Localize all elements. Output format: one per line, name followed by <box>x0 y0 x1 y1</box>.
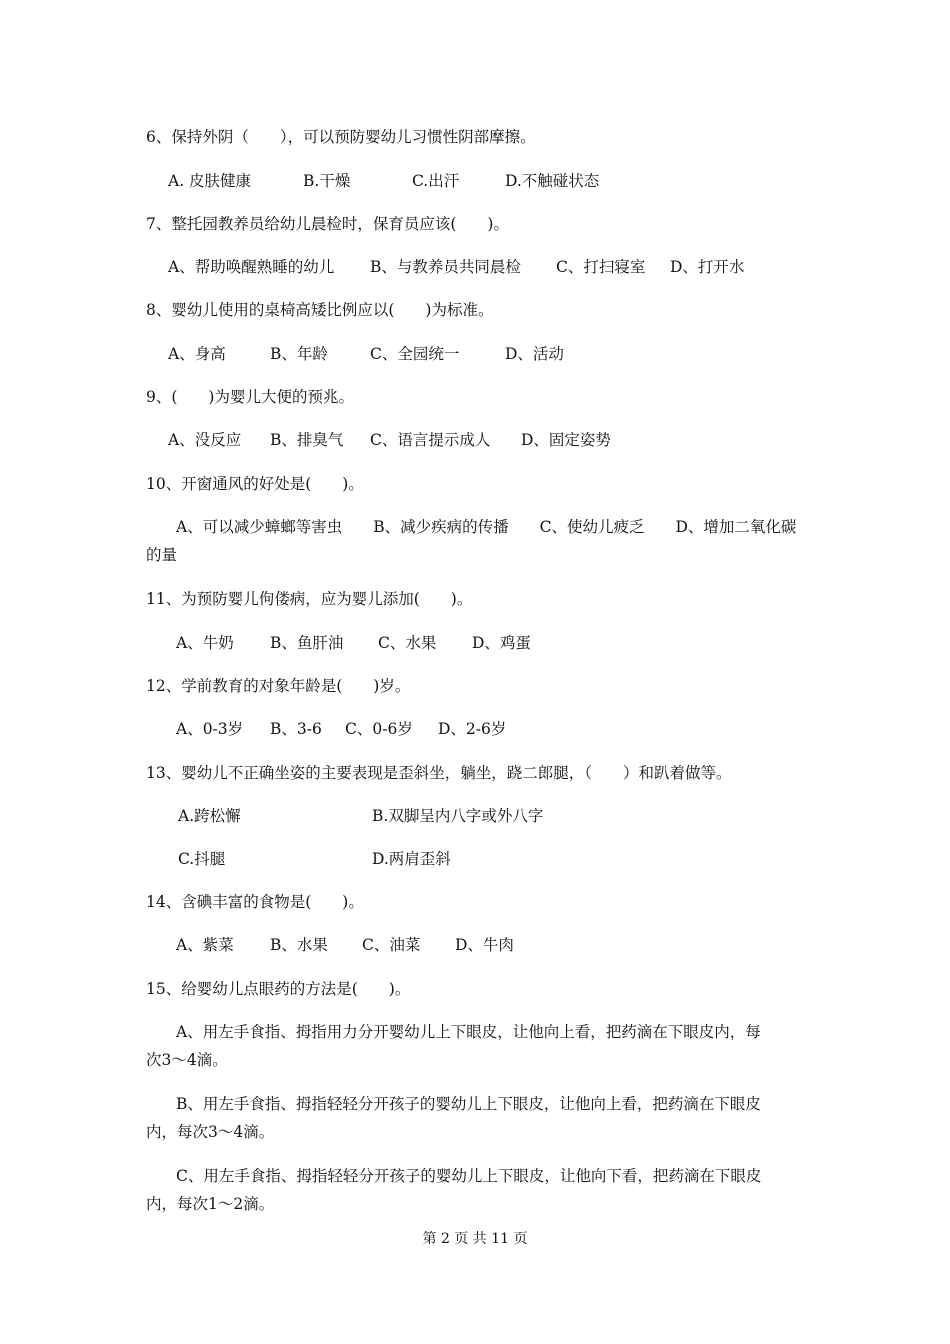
question-12-option-d: D、2-6岁 <box>438 720 507 738</box>
question-6-option-b: B.干燥 <box>303 172 351 190</box>
question-8-stem: 8、婴幼儿使用的桌椅高矮比例应以( )为标准。 <box>146 301 494 319</box>
question-13-option-d: D.两肩歪斜 <box>372 850 451 868</box>
question-15-option-a-line2: 次3～4滴。 <box>146 1051 228 1069</box>
question-7-option-d: D、打开水 <box>670 258 745 276</box>
question-14-option-b: B、水果 <box>270 936 328 954</box>
question-9-option-d: D、固定姿势 <box>521 431 611 449</box>
question-14-stem: 14、含碘丰富的食物是( )。 <box>146 893 364 911</box>
question-15-option-b-line2: 内，每次3～4滴。 <box>146 1123 275 1141</box>
question-8-option-d: D、活动 <box>505 345 564 363</box>
question-11-option-d: D、鸡蛋 <box>472 634 531 652</box>
question-9-option-b: B、排臭气 <box>270 431 344 449</box>
question-8-option-b: B、年龄 <box>270 345 328 363</box>
question-15-option-c-line1: C、用左手食指、拇指轻轻分开孩子的婴幼儿上下眼皮，让他向下看，把药滴在下眼皮 <box>176 1167 762 1185</box>
question-15-stem: 15、给婴幼儿点眼药的方法是( )。 <box>146 980 411 998</box>
question-7-option-c: C、打扫寝室 <box>556 258 646 276</box>
question-14-option-a: A、紫菜 <box>176 936 234 954</box>
question-10-stem: 10、开窗通风的好处是( )。 <box>146 475 364 493</box>
question-13-option-a: A.跨松懈 <box>178 807 241 825</box>
question-15-option-b-line1: B、用左手食指、拇指轻轻分开孩子的婴幼儿上下眼皮，让他向上看，把药滴在下眼皮 <box>176 1095 761 1113</box>
question-11-option-a: A、牛奶 <box>176 634 234 652</box>
question-6-option-c: C.出汗 <box>412 172 460 190</box>
question-7-option-b: B、与教养员共同晨检 <box>370 258 521 276</box>
question-9-option-a: A、没反应 <box>168 431 242 449</box>
question-6-option-d: D.不触碰状态 <box>505 172 600 190</box>
question-12-option-b: B、3-6 <box>270 720 322 738</box>
question-13-option-b: B.双脚呈内八字或外八字 <box>372 807 544 825</box>
question-15-option-c-line2: 内，每次1～2滴。 <box>146 1195 275 1213</box>
question-12-option-c: C、0-6岁 <box>345 720 413 738</box>
question-12-option-a: A、0-3岁 <box>176 720 244 738</box>
question-7-option-a: A、帮助唤醒熟睡的幼儿 <box>168 258 335 276</box>
page-footer: 第 2 页 共 11 页 <box>422 1231 528 1247</box>
question-8-option-c: C、全园统一 <box>370 345 460 363</box>
question-13-stem: 13、婴幼儿不正确坐姿的主要表现是歪斜坐，躺坐，跷二郎腿，（ ）和趴着做等。 <box>146 764 732 782</box>
question-11-option-c: C、水果 <box>378 634 437 652</box>
question-10-options-line2: 的量 <box>146 546 178 564</box>
question-9-stem: 9、( )为婴儿大便的预兆。 <box>146 388 354 406</box>
question-13-option-c: C.抖腿 <box>178 850 226 868</box>
question-7-stem: 7、整托园教养员给幼儿晨检时，保育员应该( )。 <box>146 215 509 233</box>
question-6-stem: 6、保持外阴（ ），可以预防婴幼儿习惯性阴部摩擦。 <box>146 128 536 146</box>
question-12-stem: 12、学前教育的对象年龄是( )岁。 <box>146 677 411 695</box>
question-9-option-c: C、语言提示成人 <box>370 431 491 449</box>
question-15-option-a-line1: A、用左手食指、拇指用力分开婴幼儿上下眼皮，让他向上看，把药滴在下眼皮内，每 <box>176 1023 761 1041</box>
question-6-option-a: A. 皮肤健康 <box>168 172 252 190</box>
question-8-option-a: A、身高 <box>168 345 226 363</box>
question-10-options-line1: A、可以减少蟑螂等害虫 B、减少疾病的传播 C、使幼儿疲乏 D、增加二氧化碳 <box>176 518 797 536</box>
question-11-option-b: B、鱼肝油 <box>270 634 344 652</box>
question-14-option-c: C、油菜 <box>362 936 421 954</box>
question-11-stem: 11、为预防婴儿佝偻病，应为婴儿添加( )。 <box>146 590 473 608</box>
question-14-option-d: D、牛肉 <box>455 936 514 954</box>
